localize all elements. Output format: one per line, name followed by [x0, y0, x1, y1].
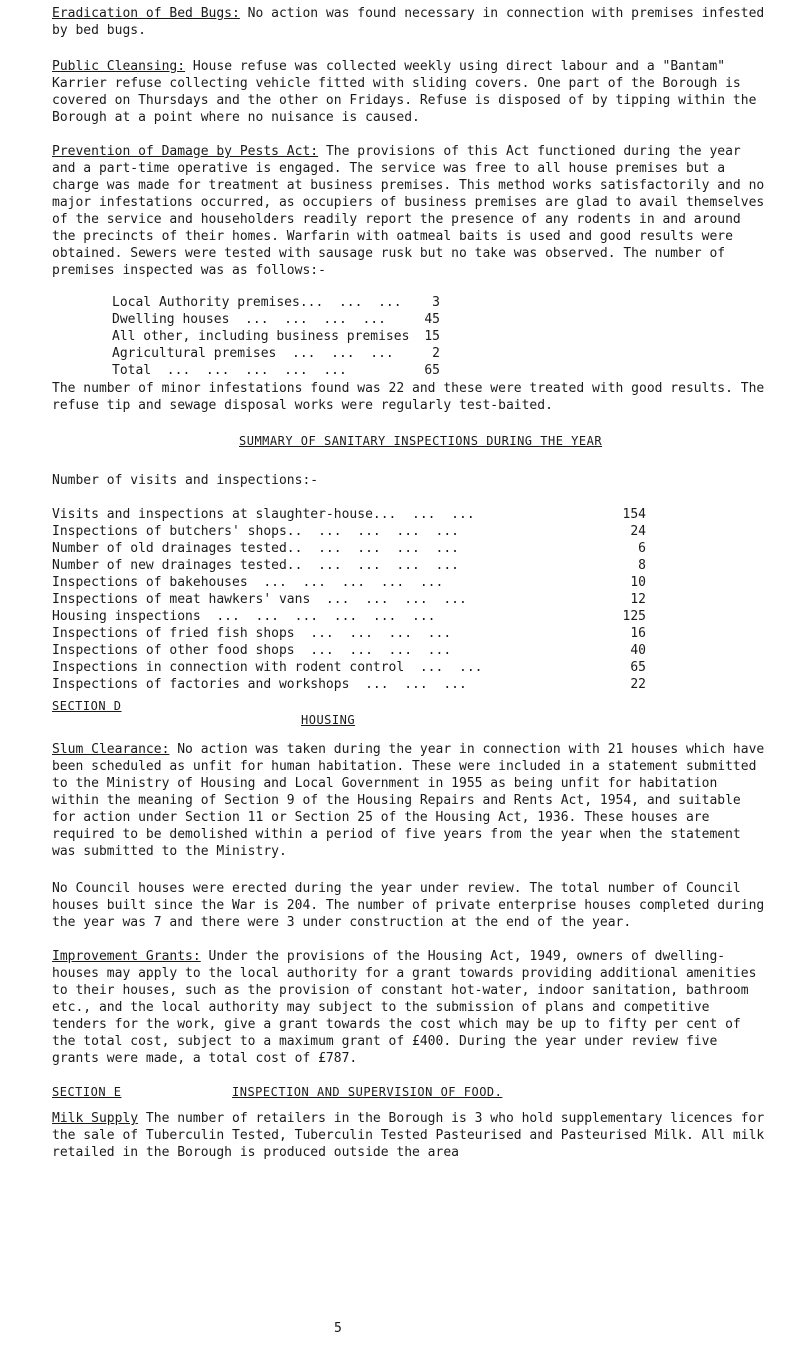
public-cleansing-heading: Public Cleansing:: [52, 59, 186, 74]
section-d-title: HOUSING: [301, 713, 356, 727]
table-row: Inspections of fried fish shops ... ... ... ... 16: [52, 626, 646, 641]
infestations-paragraph: [52, 380, 770, 414]
section-e-title: INSPECTION AND SUPERVISION OF FOOD.: [232, 1085, 503, 1099]
table-row: Number of new drainages tested.. ... ... ... ... 8: [52, 558, 646, 573]
pests-heading: Prevention of Damage by Pests Act:: [52, 144, 319, 159]
table-row: Inspections of meat hawkers' vans ... ... ... ... 12: [52, 592, 646, 607]
infestations-text: The number of minor infestations found was 22 and these were treated with good results. The refuse tip and sewage disposal works were regularly test-baited.: [52, 381, 765, 413]
slum-clearance-paragraph: [52, 741, 770, 860]
premises-table: [112, 294, 440, 379]
table-row: Agricultural premises ... ... ... 2: [112, 346, 440, 361]
pests-text: The provisions of this Act functioned during the year and a part-time operative is engaged. The service was free to all house premises but a charge was made for treatment at business premises. This method works satisfactorily and no major infestations occurred, as occupiers of business premises are glad to avail themselves of the service and householders readily report the presence of any rodents in and around the precincts of their homes. Warfarin with oatmeal baits is used and good results were obtained. Sewers were tested with sausage rusk but no take was observed. The number of premises inspected was as follows:-: [52, 144, 765, 278]
public-cleansing-paragraph: [52, 58, 770, 126]
improvement-grants-paragraph: [52, 948, 770, 1067]
table-row: Inspections in connection with rodent control ... ... 65: [52, 660, 646, 675]
improvement-grants-text: Under the provisions of the Housing Act, 1949, owners of dwelling-houses may apply to the local authority for a grant towards providing additional amenities to their houses, such as the provision of constant hot-water, indoor sanitation, bathroom etc., and the local authority may subject to the submission of plans and competitive tenders for the work, give a grant towards the cost which may be up to fifty per cent of the total cost, subject to a maximum grant of £400. During the year under review five grants were made, a total cost of £787.: [52, 949, 757, 1066]
table-row: Housing inspections ... ... ... ... ... ... 125: [52, 609, 646, 624]
public-cleansing-text: House refuse was collected weekly using direct labour and a "Bantam" Karrier refuse collecting vehicle fitted with sliding covers. One part of the Borough is covered on Thursdays and the other on Fridays. Refuse is disposed of by tipping within the Borough at a point where no nuisance is caused.: [52, 59, 757, 125]
bed-bugs-paragraph: [52, 5, 770, 39]
council-houses-paragraph: No Council houses were erected during the year under review. The total number of Council houses built since the War is 204. The number of private enterprise houses completed during the year was 7 and there were 3 under construction at the end of the year.: [52, 881, 765, 930]
summary-intro: Number of visits and inspections:-: [52, 473, 319, 488]
milk-supply-text: The number of retailers in the Borough is 3 who hold supplementary licences for the sale of Tuberculin Tested, Tuberculin Tested Pasteurised and Pasteurised Milk. All milk retailed in the Borough is produced outside the area: [52, 1111, 765, 1160]
improvement-grants-heading: Improvement Grants:: [52, 949, 201, 964]
table-row: Visits and inspections at slaughter-house... ... ... 154: [52, 507, 646, 522]
table-row: Inspections of factories and workshops ... ... ... 22: [52, 677, 646, 692]
section-d-label: SECTION D: [52, 699, 122, 713]
slum-clearance-heading: Slum Clearance:: [52, 742, 170, 757]
bed-bugs-text: No action was found necessary in connection with premises infested by bed bugs.: [52, 6, 765, 38]
bed-bugs-heading: Eradication of Bed Bugs:: [52, 6, 240, 21]
slum-clearance-text: No action was taken during the year in connection with 21 houses which have been scheduled as unfit for human habitation. These were included in a statement submitted to the Ministry of Housing and Local Government in 1955 as being unfit for habitation within the meaning of Section 9 of the Housing Repairs and Rents Act, 1954, and suitable for action under Section 11 or Section 25 of the Housing Act, 1936. These houses are required to be demolished within a period of five years from the year when the statement was submitted to the Ministry.: [52, 742, 765, 859]
table-row: Local Authority premises... ... ... 3: [112, 295, 440, 310]
table-row: All other, including business premises 15: [112, 329, 440, 344]
inspections-table: [52, 506, 646, 693]
page-number: 5: [334, 1321, 342, 1336]
section-e-label: SECTION E: [52, 1085, 122, 1099]
table-row: Inspections of other food shops ... ... ... ... 40: [52, 643, 646, 658]
table-row: Dwelling houses ... ... ... ... 45: [112, 312, 440, 327]
summary-heading: SUMMARY OF SANITARY INSPECTIONS DURING THE YEAR: [239, 434, 603, 448]
table-row: Total ... ... ... ... ... 65: [112, 363, 440, 378]
milk-supply-paragraph: [52, 1110, 770, 1161]
table-row: Number of old drainages tested.. ... ... ... ... 6: [52, 541, 646, 556]
table-row: Inspections of bakehouses ... ... ... ... ... 10: [52, 575, 646, 590]
milk-supply-heading: Milk Supply: [52, 1111, 139, 1126]
pests-paragraph: [52, 143, 770, 279]
table-row: Inspections of butchers' shops.. ... ... ... ... 24: [52, 524, 646, 539]
